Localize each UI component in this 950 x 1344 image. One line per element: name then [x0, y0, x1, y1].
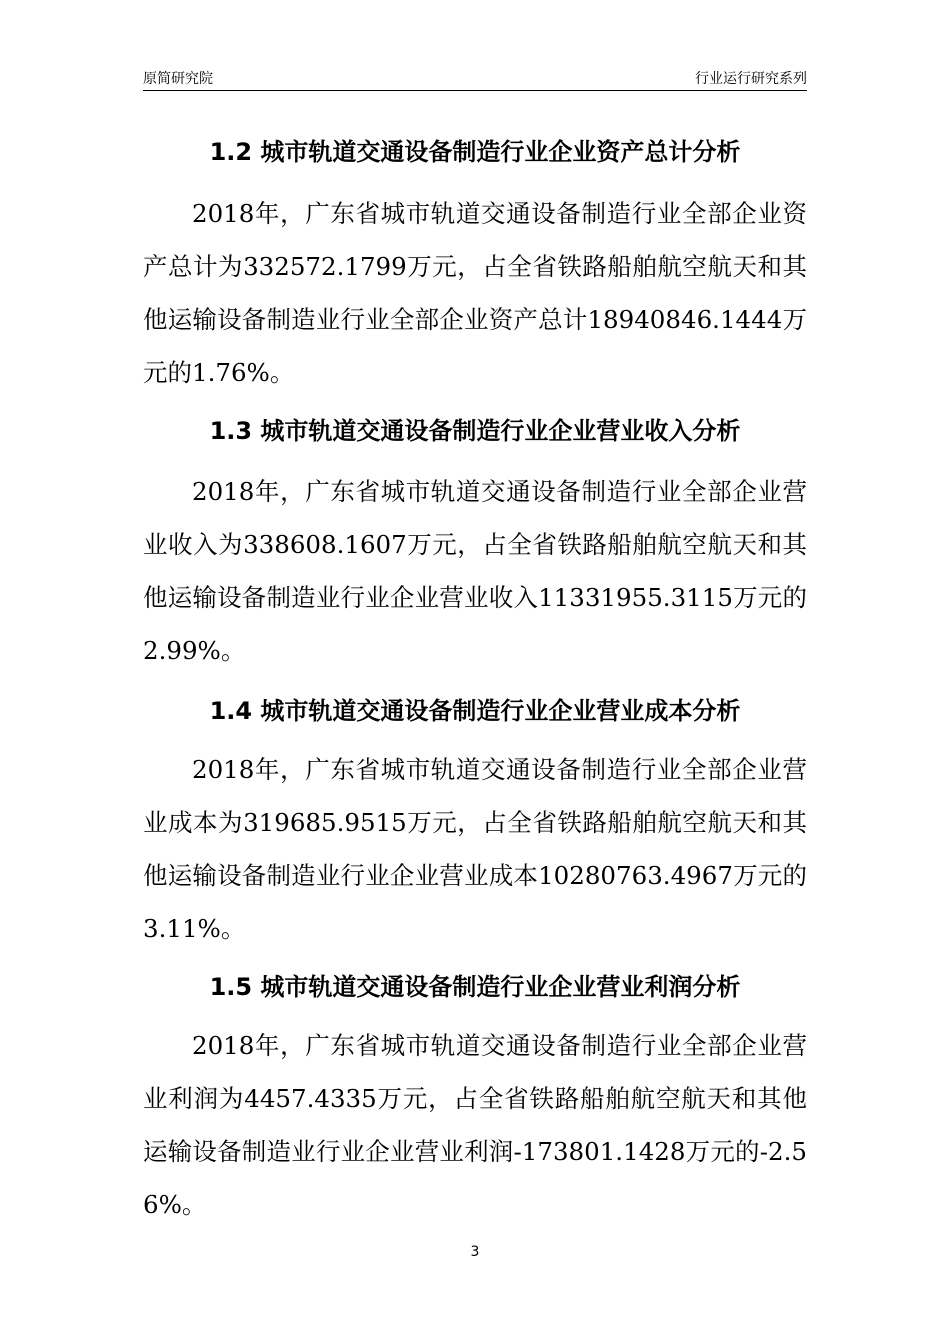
page-header: [143, 66, 807, 91]
section-1-3: [143, 411, 807, 677]
section-heading: 1.2 城市轨道交通设备制造行业企业资产总计分析: [209, 138, 741, 166]
section-paragraph: 2018年，广东省城市轨道交通设备制造行业全部企业营业收入为338608.1607万元，占全省铁路船舶航空航天和其他运输设备制造业行业企业营业收入11331955.3115万元的2.99%。: [143, 477, 807, 665]
section-1-4: [143, 691, 807, 955]
section-heading: 1.3 城市轨道交通设备制造行业企业营业收入分析: [209, 417, 741, 445]
page-content: [143, 132, 807, 1231]
page-number: 3: [470, 1244, 480, 1260]
section-heading: 1.4 城市轨道交通设备制造行业企业营业成本分析: [209, 697, 741, 725]
section-paragraph: 2018年，广东省城市轨道交通设备制造行业全部企业营业利润为4457.4335万元，占全省铁路船舶航空航天和其他运输设备制造业行业企业营业利润-173801.1428万元的-2.56%。: [143, 1031, 807, 1219]
header-org-name: 原简研究院: [143, 71, 213, 87]
section-1-2: [143, 132, 807, 399]
section-paragraph: 2018年，广东省城市轨道交通设备制造行业全部企业营业成本为319685.9515万元，占全省铁路船舶航空航天和其他运输设备制造业行业企业营业成本10280763.4967万元的3.11%。: [143, 755, 807, 943]
section-paragraph: 2018年，广东省城市轨道交通设备制造行业全部企业资产总计为332572.1799万元，占全省铁路船舶航空航天和其他运输设备制造业行业全部企业资产总计18940846.1444万元的1.76%。: [143, 199, 807, 387]
section-heading: 1.5 城市轨道交通设备制造行业企业营业利润分析: [209, 973, 741, 1001]
header-series-title: 行业运行研究系列: [695, 71, 807, 87]
section-1-5: [143, 967, 807, 1231]
